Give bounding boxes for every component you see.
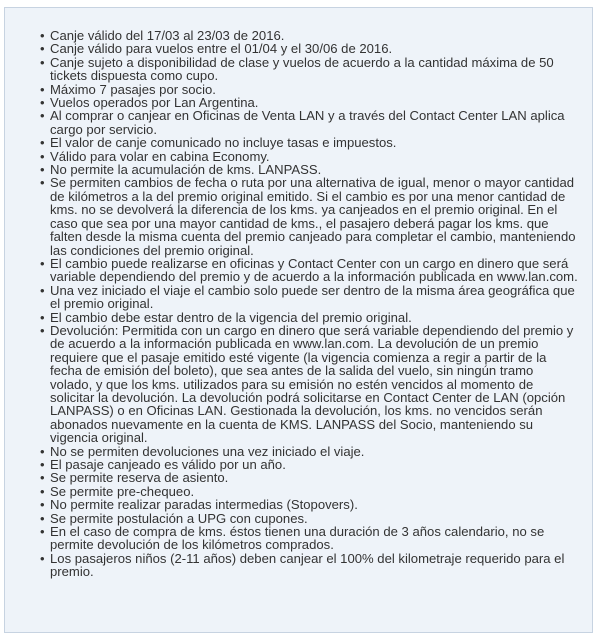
- bullet-icon: •: [40, 483, 45, 499]
- list-item: [40, 255, 578, 285]
- list-item: [40, 54, 578, 84]
- bullet-icon: •: [40, 175, 45, 191]
- term-text: No permite realizar paradas intermedias (Stopovers).: [50, 497, 358, 513]
- terms-panel: [4, 7, 593, 633]
- bullet-icon: •: [40, 135, 45, 151]
- term-text: En el caso de compra de kms. éstos tienen una duración de 3 años calendario, no se permite devolución de los kilómetros comprados.: [50, 524, 545, 553]
- bullet-icon: •: [40, 162, 45, 178]
- bullet-icon: •: [40, 41, 45, 57]
- list-item: [40, 510, 578, 526]
- term-text: Canje válido del 17/03 al 23/03 de 2016.: [50, 28, 285, 43]
- list-item: [40, 457, 578, 472]
- list-item: [40, 322, 578, 446]
- terms-list: [5, 8, 592, 579]
- list-item: [40, 443, 578, 459]
- list-item: [40, 41, 578, 57]
- term-text: Vuelos operados por Lan Argentina.: [50, 95, 259, 111]
- bullet-icon: •: [40, 282, 45, 298]
- term-text: Se permite postulación a UPG con cupones.: [50, 510, 308, 526]
- bullet-icon: •: [40, 443, 45, 459]
- bullet-icon: •: [40, 322, 45, 338]
- bullet-icon: •: [40, 524, 45, 540]
- term-text: Al comprar o canjear en Oficinas de Venta LAN y a través del Contact Center LAN aplica cargo por servicio.: [50, 108, 565, 137]
- bullet-icon: •: [40, 148, 45, 164]
- term-text: Una vez iniciado el viaje el cambio solo puede ser dentro de la misma área geográfica que el premio original.: [50, 282, 575, 312]
- term-text: El valor de canje comunicado no incluye tasas e impuestos.: [50, 135, 397, 151]
- list-item: [40, 550, 578, 580]
- term-text: Máximo 7 pasajes por socio.: [50, 81, 216, 97]
- term-text: El pasaje canjeado es válido por un año.: [50, 457, 286, 472]
- bullet-icon: •: [40, 95, 45, 111]
- term-text: Canje sujeto a disponibilidad de clase y vuelos de acuerdo a la cantidad máxima de 50 tickets dispuesta como cupo.: [50, 54, 554, 84]
- bullet-icon: •: [40, 550, 45, 566]
- term-text: Se permite reserva de asiento.: [50, 470, 229, 486]
- list-item: [40, 108, 578, 137]
- bullet-icon: •: [40, 108, 45, 124]
- list-item: [40, 309, 578, 325]
- term-text: El cambio debe estar dentro de la vigencia del premio original.: [50, 309, 412, 325]
- list-item: [40, 81, 578, 97]
- term-text: Los pasajeros niños (2-11 años) deben canjear el 100% del kilometraje requerido para el premio.: [50, 550, 565, 580]
- term-text: No se permiten devoluciones una vez iniciado el viaje.: [50, 443, 365, 459]
- term-text: Se permite pre-chequeo.: [50, 483, 195, 499]
- bullet-icon: •: [40, 457, 45, 472]
- term-text: Devolución: Permitida con un cargo en dinero que será variable dependiendo del premio y de acuerdo a la información publicada en www.lan.com. La devolución de un premio requiere que el pasaje emitido esté vigente (la vigencia comienza a regir a partir de la fecha de emisión del boleto), que sea antes de la salida del vuelo, sin ningún tramo volado, y que los kms. utilizados para su emisión no estén vencidos al momento de solicitar la devolución. La devolución podrá solicitarse en Contact Center de LAN (opción LANPASS) o en Oficinas LAN. Gestionada la devolución, los kms. no vencidos serán abonados nuevamente en la cuenta de KMS. LANPASS del Socio, manteniendo su vigencia original.: [50, 322, 574, 446]
- list-item: [40, 162, 578, 178]
- term-text: Canje válido para vuelos entre el 01/04 y el 30/06 de 2016.: [50, 41, 393, 57]
- list-item: [40, 135, 578, 151]
- list-item: [40, 282, 578, 312]
- list-item: [40, 28, 578, 43]
- bullet-icon: •: [40, 510, 45, 526]
- list-item: [40, 95, 578, 111]
- term-text: Se permiten cambios de fecha o ruta por una alternativa de igual, menor o mayor cantidad de kilómetros a la del premio original emitido. Si el cambio es por una menor cantidad de kms. no se devolverá la diferencia de los kms. ya canjeados en el premio original. En el caso que sea por una mayor cantidad de kms., el pasajero deberá pagar los kms. que falten desde la misma cuenta del premio canjeado para completar el cambio, manteniendo las condiciones del premio original.: [50, 175, 576, 258]
- term-text: El cambio puede realizarse en oficinas y Contact Center con un cargo en dinero que será variable dependiendo del premio y de acuerdo a la información publicada en www.lan.com.: [50, 255, 578, 285]
- bullet-icon: •: [40, 255, 45, 271]
- list-item: [40, 470, 578, 486]
- term-text: Válido para volar en cabina Economy.: [50, 148, 270, 164]
- list-item: [40, 483, 578, 499]
- bullet-icon: •: [40, 28, 45, 43]
- bullet-icon: •: [40, 54, 45, 70]
- list-item: [40, 524, 578, 553]
- list-item: [40, 497, 578, 513]
- bullet-icon: •: [40, 81, 45, 97]
- term-text: No permite la acumulación de kms. LANPASS.: [50, 162, 322, 178]
- bullet-icon: •: [40, 497, 45, 513]
- list-item: [40, 148, 578, 164]
- list-item: [40, 175, 578, 258]
- bullet-icon: •: [40, 470, 45, 486]
- bullet-icon: •: [40, 309, 45, 325]
